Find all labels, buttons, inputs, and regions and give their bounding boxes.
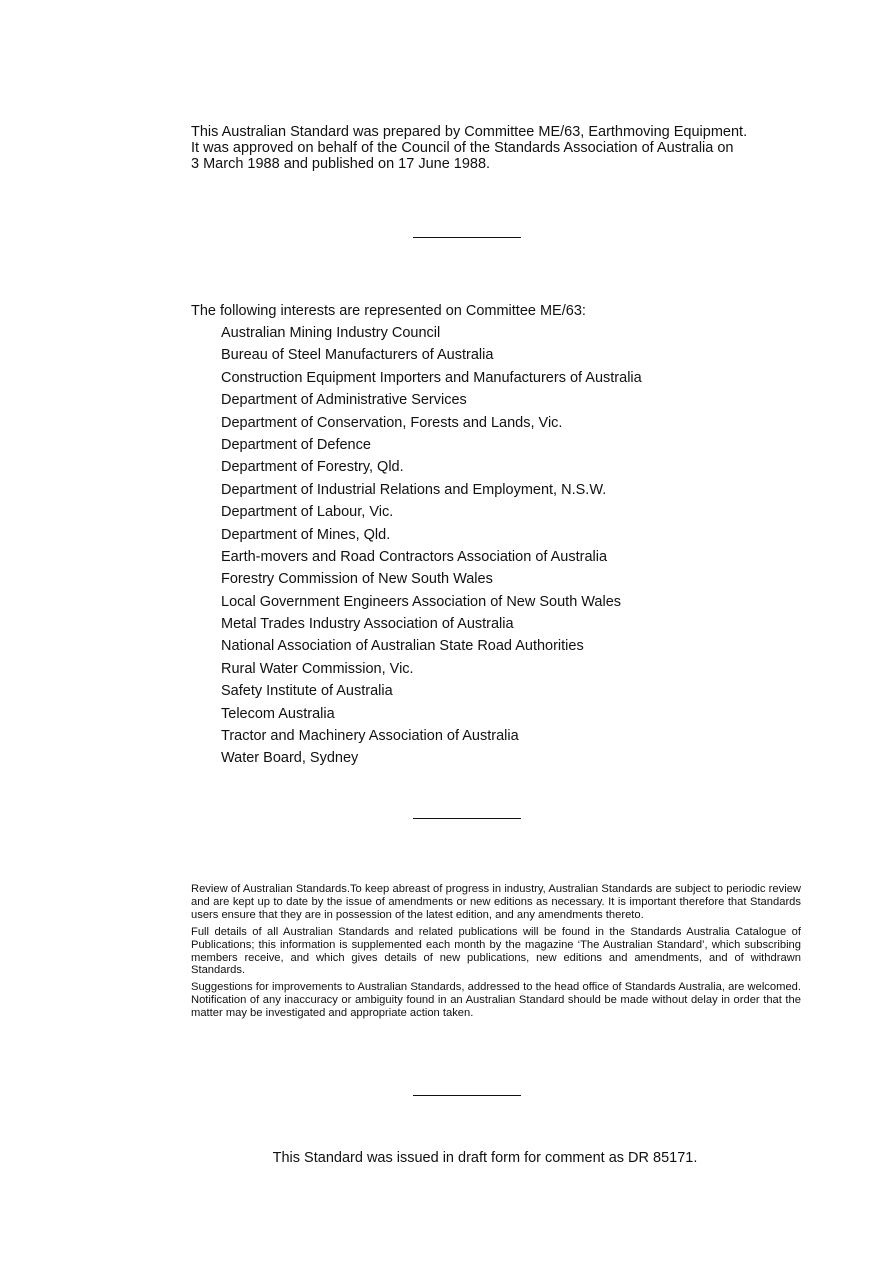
committee-member: Department of Labour, Vic. xyxy=(221,504,394,521)
committee-member: Metal Trades Industry Association of Australia xyxy=(221,616,514,633)
catalogue-note: Full details of all Australian Standards and related publications will be found in the Standards Australia Catalogue of Publications; this information is supplemented each month by the magazine ‘The Australian Standard’, which subscribing members receive, and which gives details of new publications, new editions and amendments, and of withdrawn Standards. xyxy=(191,925,801,977)
committee-section xyxy=(191,300,811,770)
standards-notes xyxy=(191,883,801,1024)
committee-member: Rural Water Commission, Vic. xyxy=(221,660,414,677)
committee-member: Tractor and Machinery Association of Australia xyxy=(221,728,519,745)
committee-member: Telecom Australia xyxy=(221,705,335,722)
section-divider-3 xyxy=(413,1095,521,1096)
committee-member: Department of Conservation, Forests and Lands, Vic. xyxy=(221,414,563,431)
preparation-line-2: It was approved on behalf of the Council of the Standards Association of Australia on xyxy=(191,140,734,156)
committee-member: Forestry Commission of New South Wales xyxy=(221,571,493,588)
committee-member: Bureau of Steel Manufacturers of Australia xyxy=(221,347,494,364)
committee-member: Department of Forestry, Qld. xyxy=(221,459,404,476)
review-note: Review of Australian Standards.To keep abreast of progress in industry, Australian Standards are subject to periodic review and are kept up to date by the issue of amendments or new editions as necessary. It is important therefore that Standards users ensure that they are in possession of the latest edition, and any amendments thereto. xyxy=(191,883,801,921)
committee-member: Department of Defence xyxy=(221,436,371,453)
committee-heading: The following interests are represented on Committee ME/63: xyxy=(191,303,586,319)
committee-member: Department of Industrial Relations and Employment, N.S.W. xyxy=(221,481,607,498)
committee-member: Department of Mines, Qld. xyxy=(221,526,391,543)
committee-member: Department of Administrative Services xyxy=(221,392,467,409)
suggestions-note: Suggestions for improvements to Australian Standards, addressed to the head office of Standards Australia, are welcomed. Notification of any inaccuracy or ambiguity found in an Australian Standard should be made without delay in order that the matter may be investigated and appropriate action taken. xyxy=(191,981,801,1020)
committee-member: Local Government Engineers Association of New South Wales xyxy=(221,593,622,610)
committee-member: Australian Mining Industry Council xyxy=(221,325,441,341)
committee-member-list xyxy=(191,322,811,770)
preparation-line-1: This Australian Standard was prepared by Committee ME/63, Earthmoving Equipment. xyxy=(191,124,748,140)
section-divider-1 xyxy=(413,237,521,238)
committee-member: Water Board, Sydney xyxy=(221,750,359,767)
preparation-line-3: 3 March 1988 and published on 17 June 1988. xyxy=(191,156,491,172)
committee-member: Construction Equipment Importers and Manufacturers of Australia xyxy=(221,369,642,386)
committee-member: National Association of Australian State Road Authorities xyxy=(221,638,584,655)
preparation-statement xyxy=(191,124,801,172)
section-divider-2 xyxy=(413,818,521,819)
draft-note: This Standard was issued in draft form for comment as DR 85171. xyxy=(272,1150,698,1166)
committee-member: Safety Institute of Australia xyxy=(221,683,393,700)
committee-member: Earth-movers and Road Contractors Association of Australia xyxy=(221,548,608,565)
